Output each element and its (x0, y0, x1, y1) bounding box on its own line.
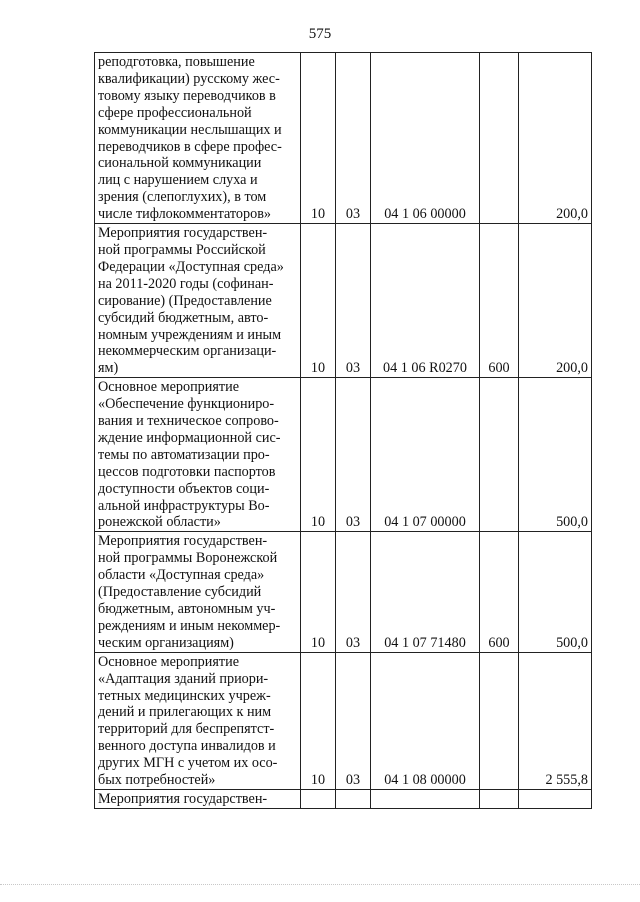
subsection-code-cell: 03 (336, 224, 371, 378)
target-article-cell (371, 789, 480, 808)
expense-type-cell: 600 (480, 224, 519, 378)
row-name-cell: Мероприятия государствен- ной программы Российской Федерации «Доступная среда» на 2011-2020 годы (софинан- сирование) (Предоставление субсидий бюджетным, авто- номным учреждениям и иным некоммерческим организаци- ям) (95, 224, 301, 378)
expense-type-cell (480, 378, 519, 532)
section-code-cell: 10 (301, 224, 336, 378)
row-name-cell: Мероприятия государствен- ной программы Воронежской области «Доступная среда» (Предоставление субсидий бюджетным, автономным уч- реждениям и иным некоммер- ческим организациям) (95, 532, 301, 652)
section-code-cell: 10 (301, 53, 336, 224)
section-code-cell: 10 (301, 532, 336, 652)
table-row (95, 378, 592, 532)
table-row (95, 789, 592, 808)
subsection-code-cell: 03 (336, 532, 371, 652)
target-article-cell: 04 1 06 R0270 (371, 224, 480, 378)
subsection-code-cell: 03 (336, 652, 371, 789)
subsection-code-cell (336, 789, 371, 808)
table-row (95, 53, 592, 224)
amount-cell: 2 555,8 (519, 652, 592, 789)
budget-table (94, 52, 592, 809)
subsection-code-cell: 03 (336, 378, 371, 532)
expense-type-cell (480, 652, 519, 789)
section-code-cell: 10 (301, 378, 336, 532)
amount-cell (519, 789, 592, 808)
expense-type-cell: 600 (480, 532, 519, 652)
table-row (95, 224, 592, 378)
section-code-cell: 10 (301, 652, 336, 789)
amount-cell: 200,0 (519, 224, 592, 378)
target-article-cell: 04 1 07 00000 (371, 378, 480, 532)
subsection-code-cell: 03 (336, 53, 371, 224)
target-article-cell: 04 1 08 00000 (371, 652, 480, 789)
page-number: 575 (308, 26, 332, 42)
amount-cell: 500,0 (519, 532, 592, 652)
expense-type-cell (480, 53, 519, 224)
target-article-cell: 04 1 06 00000 (371, 53, 480, 224)
scan-noise-line (0, 884, 640, 891)
row-name-cell: реподготовка, повышение квалификации) русскому жес- товому языку переводчиков в сфере профессиональной коммуникации неслышащих и переводчиков в сфере профес- сиональной коммуникации лиц с нарушением слуха и зрения (слепоглухих), в том числе тифлокомментаторов» (95, 53, 301, 224)
row-name-cell: Основное мероприятие «Обеспечение функциониро- вания и техническое сопрово- ждение информационной сис- темы по автоматизации про- цессов подготовки паспортов доступности объектов соци- альной инфраструктуры Во- ронежской области» (95, 378, 301, 532)
target-article-cell: 04 1 07 71480 (371, 532, 480, 652)
row-name-cell: Основное мероприятие «Адаптация зданий приори- тетных медицинских учреж- дений и прилегающих к ним территорий для беспрепятст- венного доступа инвалидов и других МГН с учетом их осо- бых потребностей» (95, 652, 301, 789)
table-row (95, 532, 592, 652)
row-name-cell: Мероприятия государствен- (95, 789, 301, 808)
table-row (95, 652, 592, 789)
amount-cell: 200,0 (519, 53, 592, 224)
section-code-cell (301, 789, 336, 808)
amount-cell: 500,0 (519, 378, 592, 532)
expense-type-cell (480, 789, 519, 808)
